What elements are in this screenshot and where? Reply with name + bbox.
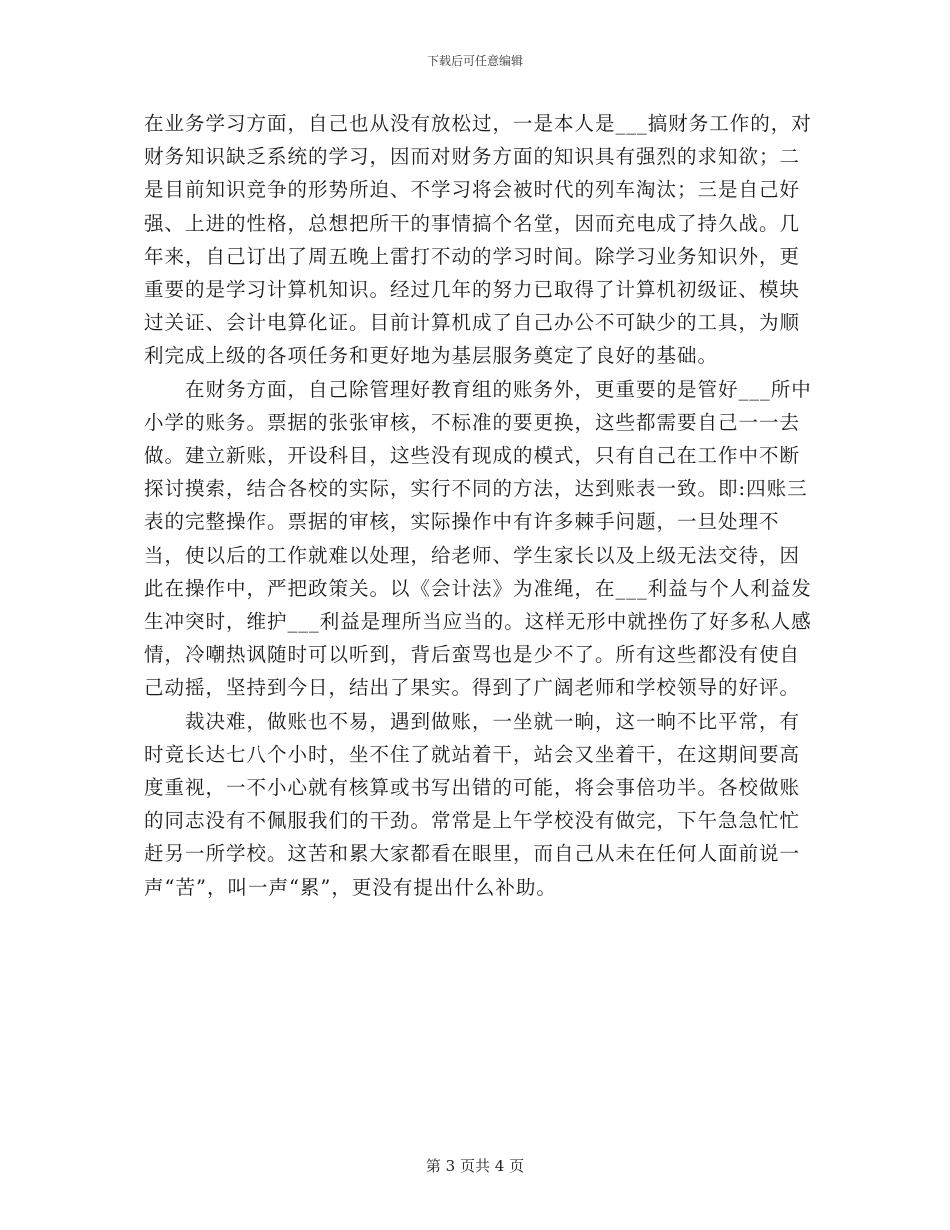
paragraph-bookkeeping: 裁决难，做账也不易，遇到做账，一坐就一晌，这一晌不比平常，有时竟长达七八个小时，坐不住了就站着干，站会又坐着干，在这期间要高度重视，一不小心就有核算或书写出错的可能，将会事倍功半。各校做账的同志没有不佩服我们的干劲。常常是上午学校没有做完，下午急急忙忙赶另一所学校。这苦和累大家都看在眼里，而自己从未在任何人面前说一声“苦”，叫一声“累”，更没有提出什么补助。 <box>144 709 801 899</box>
page-header-note: 下载后可任意编辑 <box>426 54 523 68</box>
paragraph-finance: 在财务方面，自己除管理好教育组的账务外，更重要的是管好___所中小学的账务。票据的张张审核，不标准的要更换，这些都需要自己一一去做。建立新账，开设科目，这些没有现成的模式，只有自己在工作中不断探讨摸索，结合各校的实际，实行不同的方法，达到账表一致。即:四账三表的完整操作。票据的审核，实际操作中有许多棘手问题，一旦处理不当，使以后的工作就难以处理，给老师、学生家长以及上级无法交待，因此在操作中，严把政策关。以《会计法》为准绳，在___利益与个人利益发生冲突时，维护___利益是理所当应当的。这样无形中就挫伤了好多私人感情，冷嘲热讽随时可以听到，背后蛮骂也是少不了。所有这些都没有使自己动摇，坚持到今日，结出了果实。得到了广阔老师和学校领导的好评。 <box>144 377 812 700</box>
page-number: 第 3 页共 4 页 <box>425 1157 525 1175</box>
document-body <box>144 107 812 904</box>
paragraph-study: 在业务学习方面，自己也从没有放松过，一是本人是___搞财务工作的，对财务知识缺乏系统的学习，因而对财务方面的知识具有强烈的求知欲；二是目前知识竞争的形势所迫、不学习将会被时代的列车淘汰；三是自己好强、上进的性格，总想把所干的事情搞个名堂，因而充电成了持久战。几年来，自己订出了周五晚上雷打不动的学习时间。除学习业务知识外，更重要的是学习计算机知识。经过几年的努力已取得了计算机初级证、模块过关证、会计电算化证。目前计算机成了自己办公不可缺少的工具，为顺利完成上级的各项任务和更好地为基层服务奠定了良好的基础。 <box>144 112 812 368</box>
